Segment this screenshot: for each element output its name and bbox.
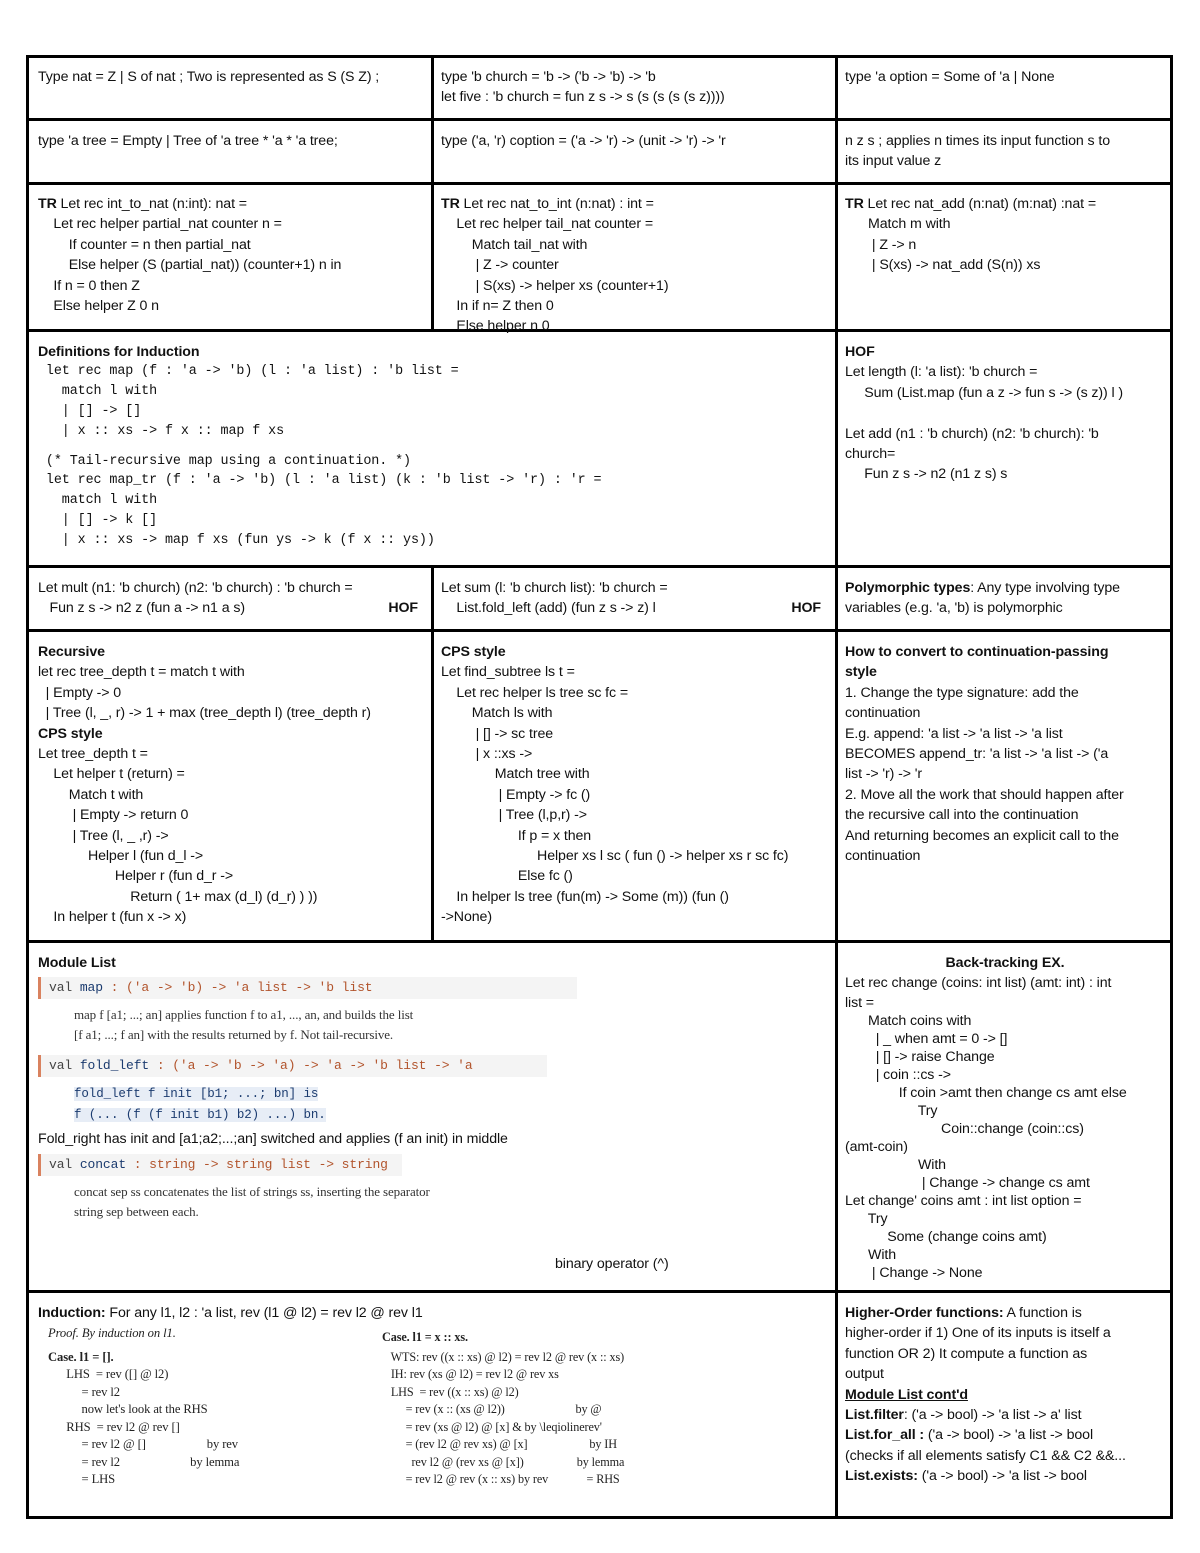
proof-inductive-case	[382, 1329, 822, 1489]
term: Polymorphic types	[845, 580, 971, 596]
section-title: Definitions for Induction	[38, 344, 200, 360]
function-name: concat	[79, 1156, 127, 1172]
text-line	[845, 578, 1165, 598]
cell-int-to-nat	[32, 194, 430, 316]
code-line: In helper t (fun x -> x)	[38, 909, 187, 926]
hof-tag: HOF	[388, 600, 418, 616]
code-line: Sum (List.map (fun a z -> fun s -> (s z)) l )	[845, 384, 1124, 401]
text-line: Type nat = Z | S of nat ; Two is represented as S (S Z) ;	[38, 69, 380, 85]
section-title: Back-tracking EX.	[945, 955, 1065, 971]
code-line: If p = x then	[441, 827, 592, 844]
text-line	[845, 1405, 1165, 1425]
code-line: (* Tail-recursive map using a continuation. *)	[38, 453, 411, 469]
row-divider	[29, 182, 1170, 185]
code-line: Let add (n1 : 'b church) (n2: 'b church): 'b	[845, 425, 1099, 442]
row-divider	[29, 1290, 1170, 1293]
text-line: higher-order if 1) One of its inputs is itself a	[845, 1325, 1111, 1342]
text-line: let five : 'b church = fun z s -> s (s (s (s (s z))))	[441, 89, 725, 106]
row-divider	[29, 565, 1170, 568]
doc-line: string sep between each.	[74, 1203, 199, 1219]
cheat-sheet-table	[26, 55, 1173, 1519]
code-line: Try	[845, 1210, 888, 1227]
code-line: Match t with	[38, 786, 144, 803]
code-line: Let find_subtree ls t =	[441, 664, 575, 681]
doc-line: [f a1; ...; f an] with the results returned by f. Not tail-recursive.	[74, 1027, 394, 1043]
code-line: Let mult (n1: 'b church) (n2: 'b church) : 'b church =	[38, 580, 353, 596]
proof-base-case	[48, 1325, 378, 1489]
text-line: Fold_right has init and [a1;a2;...;an] switched and applies (f an init) in middle	[38, 1131, 508, 1148]
code-line: ->None)	[441, 909, 492, 926]
text-line: list -> 'r) -> 'r	[845, 766, 923, 783]
code-line: Helper l (fun d_l ->	[38, 848, 204, 865]
cell-backtracking	[839, 953, 1171, 1282]
cell-tree-type	[32, 131, 430, 151]
cell-nat-type	[32, 67, 430, 87]
code-line: Let rec int_to_nat (n:int): nat =	[56, 196, 247, 212]
code-line: If n = 0 then Z	[38, 277, 140, 294]
proof-line: Case. l1 = x :: xs.	[382, 1330, 468, 1344]
cell-nat-to-int	[435, 194, 833, 337]
code-line: (amt-coin)	[845, 1138, 908, 1155]
code-line: Else helper Z 0 n	[38, 298, 159, 315]
cell-polymorphic	[839, 578, 1171, 619]
code-line: | [] -> raise Change	[845, 1048, 995, 1065]
text-line	[845, 1425, 1165, 1445]
cell-module-list	[32, 953, 832, 1272]
text-line	[845, 1466, 1165, 1486]
text-line: And returning becomes an explicit call to the	[845, 827, 1119, 844]
keyword: val	[49, 1058, 73, 1074]
type-signature: ('a -> bool) -> 'a list -> bool	[924, 1427, 1094, 1444]
text-line	[441, 194, 827, 214]
code-line: Match coins with	[845, 1012, 972, 1029]
code-line: Some (change coins amt)	[845, 1228, 1047, 1245]
section-title: Module List cont'd	[845, 1386, 968, 1403]
code-line: Let length (l: 'a list): 'b church =	[845, 364, 1038, 381]
section-title: CPS style	[38, 725, 103, 742]
code-line: In if n= Z then 0	[441, 298, 554, 315]
statement: For any l1, l2 : 'a list, rev (l1 @ l2) = rev l2 @ rev l1	[105, 1305, 423, 1321]
section-title: CPS style	[441, 644, 506, 660]
code-line: | Empty -> fc ()	[441, 786, 591, 803]
text-line: BECOMES append_tr: 'a list -> 'a list -> ('a	[845, 746, 1109, 763]
cell-option-type	[839, 67, 1171, 87]
text-line	[845, 1303, 1165, 1323]
cell-find-subtree	[435, 642, 833, 928]
type-signature: : string -> string list -> string	[126, 1156, 388, 1172]
code-line: Fun z s -> n2 z (fun a -> n1 a s)	[38, 600, 245, 617]
code-line: let rec map_tr (f : 'a -> 'b) (l : 'a list) (k : 'b list -> 'r) : 'r =	[38, 473, 602, 489]
term: Induction:	[38, 1305, 106, 1321]
code-line: | Tree (l, _, r) -> 1 + max (tree_depth l) (tree_depth r)	[38, 705, 371, 722]
text-line: continuation	[845, 705, 921, 722]
section-title: Module List	[38, 955, 116, 971]
section-title: HOF	[845, 344, 875, 360]
cell-induction-defs	[32, 342, 832, 551]
section-title: style	[845, 664, 877, 681]
concat-signature	[38, 1154, 402, 1176]
proof-line: = rev l2 by lemma	[48, 1454, 240, 1469]
type-signature: ('a -> bool) -> 'a list -> bool	[917, 1468, 1087, 1485]
cell-hof-church	[839, 342, 1171, 485]
tr-tag: TR	[441, 196, 460, 212]
code-line: let rec tree_depth t = match t with	[38, 664, 245, 681]
definition: A function is	[1003, 1305, 1082, 1321]
code-line: List.fold_left (add) (fun z s -> z) l	[441, 600, 656, 617]
code-line	[38, 442, 826, 452]
function-name: List.exists:	[845, 1468, 918, 1485]
doc-line	[74, 1083, 826, 1104]
cell-church-note	[839, 131, 1171, 172]
code-line: | Change -> change cs amt	[845, 1174, 1090, 1191]
proof-line: rev l2 @ (rev xs @ [x]) by lemma	[382, 1454, 625, 1469]
text-line: variables (e.g. 'a, 'b) is polymorphic	[845, 600, 1063, 617]
cell-hof-definition	[839, 1303, 1171, 1487]
code-line: | Z -> counter	[441, 257, 559, 274]
term: Higher-Order functions:	[845, 1305, 1004, 1321]
code-line: | Tree (l, _ ,r) ->	[38, 827, 169, 844]
code-line: | x :: xs -> f x :: map f xs	[38, 423, 285, 439]
proof-line: LHS = rev ([] @ l2)	[48, 1367, 169, 1381]
proof-line: RHS = rev l2 @ rev []	[48, 1419, 180, 1434]
proof-line: = LHS	[48, 1472, 116, 1486]
code-line: Let helper t (return) =	[38, 766, 185, 783]
code-line: Let rec nat_to_int (n:nat) : int =	[459, 196, 654, 212]
code-line: | _ when amt = 0 -> []	[845, 1030, 1008, 1047]
doc-line: concat sep ss concatenates the list of strings ss, inserting the separator	[74, 1183, 430, 1199]
code-line: | [] -> []	[38, 404, 142, 419]
type-signature: : ('a -> bool) -> 'a list -> a' list	[903, 1407, 1082, 1424]
keyword: val	[49, 980, 73, 996]
proof-line: Proof. By induction on l1.	[48, 1326, 176, 1340]
code-line: let rec map (f : 'a -> 'b) (l : 'a list) : 'b list =	[38, 364, 459, 380]
row-divider	[29, 940, 1170, 943]
code-block	[38, 362, 826, 550]
keyword: val	[49, 1156, 73, 1172]
code-line: With	[845, 1246, 897, 1263]
proof-line: WTS: rev ((x :: xs) @ l2) = rev l2 @ rev (x :: xs)	[382, 1349, 625, 1364]
text-line: n z s ; applies n times its input function s to	[845, 133, 1110, 149]
text-line: function OR 2) It compute a function as	[845, 1345, 1088, 1362]
code-line: If coin >amt then change cs amt else	[845, 1084, 1127, 1101]
text-line: the recursive call into the continuation	[845, 807, 1079, 824]
code-line: Else helper (S (partial_nat)) (counter+1) n in	[38, 257, 342, 274]
col-divider	[431, 58, 434, 332]
code-line	[845, 403, 1165, 423]
code-line: Let tree_depth t =	[38, 746, 148, 763]
code-line: Return ( 1+ max (d_l) (d_r) ) ))	[38, 888, 318, 905]
code-line: Coin::change (coin::cs)	[845, 1120, 1084, 1137]
proof-line: = rev (x :: (xs @ l2)) by @	[382, 1402, 602, 1416]
code-line: | Empty -> 0	[38, 684, 122, 701]
code-line: | S(xs) -> nat_add (S(n)) xs	[845, 257, 1041, 274]
cell-church-mult	[32, 578, 430, 619]
code-line: Else fc ()	[441, 868, 573, 885]
proof-line: LHS = rev ((x :: xs) @ l2)	[382, 1384, 519, 1399]
proof-line: = rev (xs @ l2) @ [x] & by \leqiolinerev'	[382, 1419, 602, 1434]
row-divider	[29, 118, 1170, 121]
col-divider	[835, 58, 838, 1516]
doc-line	[74, 1104, 826, 1125]
cell-coption-type	[435, 131, 833, 151]
function-name: map	[79, 980, 103, 996]
code-line: Try	[845, 1102, 938, 1119]
section-title: Recursive	[38, 644, 105, 660]
code-line: Let rec nat_add (n:nat) (m:nat) :nat =	[863, 196, 1097, 212]
section-title: How to convert to continuation-passing	[845, 644, 1109, 660]
code-line: | [] -> k []	[38, 512, 158, 528]
code-line: | [] -> sc tree	[441, 725, 554, 742]
text-line	[38, 1303, 826, 1323]
code-line: Fun z s -> n2 (n1 z s) s	[845, 466, 1008, 483]
code-line: match l with	[38, 384, 158, 400]
text-line: type 'b church = 'b -> ('b -> 'b) -> 'b	[441, 69, 656, 85]
code-line: Match tail_nat with	[441, 236, 588, 253]
function-name: List.filter	[845, 1407, 904, 1424]
code-line: Else helper n 0	[441, 318, 550, 335]
code-line: | Tree (l,p,r) ->	[441, 807, 587, 824]
code-line: | Change -> None	[845, 1264, 983, 1281]
doc-line: map f [a1; ...; an] applies function f to a1, ..., an, and builds the list	[74, 1007, 414, 1023]
definition: : Any type involving type	[970, 580, 1120, 596]
proof-line: IH: rev (xs @ l2) = rev l2 @ rev xs	[382, 1367, 559, 1381]
proof-line: = rev l2	[48, 1384, 121, 1399]
function-name: fold_left	[79, 1058, 150, 1074]
code-line: In helper ls tree (fun(m) -> Some (m)) (fun ()	[441, 888, 729, 905]
code-line: Let sum (l: 'b church list): 'b church =	[441, 580, 668, 596]
binary-operator-note: binary operator (^)	[555, 1256, 669, 1272]
tr-tag: TR	[845, 196, 864, 212]
fold-left-signature	[38, 1055, 547, 1077]
text-line: 2. Move all the work that should happen after	[845, 786, 1124, 803]
code-line: Match ls with	[441, 705, 553, 722]
col-divider	[431, 565, 434, 943]
proof-line: Case. l1 = [].	[48, 1349, 114, 1364]
proof-line: = rev l2 @ rev (x :: xs) by rev = RHS	[382, 1472, 620, 1486]
cell-induction-proof	[32, 1303, 832, 1486]
code-line: match l with	[38, 493, 158, 509]
text-line: (checks if all elements satisfy C1 && C2 &&...	[845, 1447, 1126, 1464]
code-line: Match tree with	[441, 766, 590, 783]
code-line: Helper xs l sc ( fun () -> helper xs r sc fc)	[441, 848, 789, 865]
text-line: 1. Change the type signature: add the	[845, 684, 1079, 701]
cell-nat-add	[839, 194, 1171, 276]
code-line: Let rec helper ls tree sc fc =	[441, 684, 629, 701]
text-line: type ('a, 'r) coption = ('a -> 'r) -> (unit -> 'r) -> 'r	[441, 133, 726, 149]
text-line	[845, 194, 1165, 214]
code-line: | x ::xs ->	[441, 746, 533, 763]
map-signature	[38, 977, 577, 999]
hof-tag: HOF	[791, 600, 821, 616]
text-line: its input value z	[845, 153, 942, 170]
code-line: Let rec helper partial_nat counter n =	[38, 216, 282, 233]
code-line: list =	[845, 994, 874, 1011]
code-line: Let rec helper tail_nat counter =	[441, 216, 654, 233]
cell-church-type	[435, 67, 833, 108]
code-line: If counter = n then partial_nat	[38, 236, 251, 253]
code-line: | S(xs) -> helper xs (counter+1)	[441, 277, 669, 294]
text-line: E.g. append: 'a list -> 'a list -> 'a list	[845, 725, 1063, 742]
code-line: | x :: xs -> map f xs (fun ys -> k (f x :: ys))	[38, 532, 435, 548]
code-snippet: f (... (f (f init b1) b2) ...) bn.	[74, 1108, 326, 1123]
code-line: | Empty -> return 0	[38, 807, 189, 824]
cell-cps-howto	[839, 642, 1171, 866]
proof-line: now let's look at the RHS	[48, 1402, 208, 1416]
code-line: Match m with	[845, 216, 951, 233]
cell-church-sum	[435, 578, 833, 619]
cell-tree-depth	[32, 642, 430, 928]
code-line: | Z -> n	[845, 236, 917, 253]
type-signature: : ('a -> 'b -> 'a) -> 'a -> 'b list -> 'a	[149, 1058, 473, 1074]
code-line: Helper r (fun d_r ->	[38, 868, 234, 885]
proof-line: = rev l2 @ [] by rev	[48, 1437, 238, 1451]
code-line: church=	[845, 446, 896, 463]
text-line: type 'a option = Some of 'a | None	[845, 69, 1055, 85]
function-name: List.for_all :	[845, 1427, 925, 1444]
row-divider	[29, 629, 1170, 632]
text-line: output	[845, 1366, 884, 1383]
text-line: type 'a tree = Empty | Tree of 'a tree * 'a * 'a tree;	[38, 133, 338, 149]
proof-line: = (rev l2 @ rev xs) @ [x] by IH	[382, 1437, 617, 1451]
code-line: Let rec change (coins: int list) (amt: int) : int	[845, 975, 1112, 992]
text-line	[38, 194, 424, 214]
tr-tag: TR	[38, 196, 57, 212]
code-snippet: fold_left f init [b1; ...; bn] is	[74, 1087, 319, 1102]
code-line: | coin ::cs ->	[845, 1066, 951, 1083]
code-line: Let change' coins amt : int list option =	[845, 1192, 1082, 1209]
code-line: With	[845, 1156, 946, 1173]
type-signature: : ('a -> 'b) -> 'a list -> 'b list	[102, 980, 373, 996]
text-line: continuation	[845, 848, 921, 865]
